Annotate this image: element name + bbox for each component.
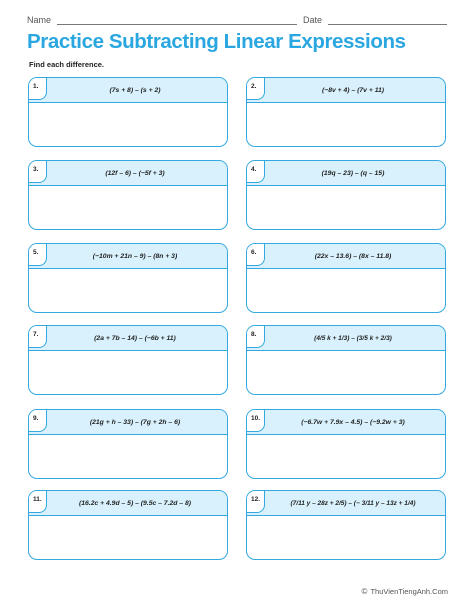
problem-number: 6. [251,249,257,256]
problem-expression: (2a + 7b – 14) – (−6b + 11) [94,334,176,342]
problem-expression: (22x – 13.6) – (8x – 11.8) [314,252,392,260]
date-field[interactable] [328,15,447,25]
problem-expression: (7/11 y – 28z + 2/5) – (− 3/11 y – 13z + 1/4) [290,499,416,507]
problem-number: 5. [33,249,39,256]
problem-number: 10. [251,415,261,422]
problem-number: 1. [33,83,39,90]
problem-card-11[interactable] [28,490,228,560]
problem-expression: (21g + h – 33) – (7g + 2h – 6) [89,418,181,426]
problem-expression: (19q – 23) – (q – 15) [321,169,385,177]
name-label: Name [27,15,52,25]
problem-card-10[interactable] [246,409,446,479]
problem-card-3[interactable] [28,160,228,230]
problem-number: 7. [33,331,39,338]
footer [362,587,448,596]
problem-card-5[interactable] [28,243,228,313]
instructions: Find each difference. [29,60,105,69]
problem-number: 3. [33,166,39,173]
problem-expression: (−10m + 21n – 9) – (8n + 3) [92,252,178,260]
problem-number: 4. [251,166,257,173]
problem-card-6[interactable] [246,243,446,313]
problem-number: 12. [251,496,261,503]
copyright-icon: © [361,587,368,596]
problem-card-1[interactable] [28,77,228,147]
problem-card-2[interactable] [246,77,446,147]
problem-card-8[interactable] [246,325,446,395]
problem-card-4[interactable] [246,160,446,230]
problem-card-12[interactable] [246,490,446,560]
problem-number: 9. [33,415,39,422]
problem-card-7[interactable] [28,325,228,395]
problem-number: 11. [33,496,42,503]
problem-expression: (−6.7w + 7.9x – 4.5) – (−9.2w + 3) [301,418,405,426]
problem-expression: (4/5 k + 1/3) – (3/5 k + 2/3) [314,334,392,342]
name-date-header [27,13,447,25]
problem-number: 8. [251,331,257,338]
problem-expression: (16.2c + 4.9d – 5) – (9.5c – 7.2d – 8) [78,499,192,507]
problem-expression: (12f – 6) – (−5f + 3) [105,169,165,177]
footer-site: ThuVienTiengAnh.Com [370,587,448,596]
name-field[interactable] [57,15,297,25]
problem-expression: (−8v + 4) – (7v + 11) [321,86,385,94]
problem-card-9[interactable] [28,409,228,479]
page-title: Practice Subtracting Linear Expressions [27,30,406,53]
problem-expression: (7s + 8) – (s + 2) [109,86,161,94]
problem-number: 2. [251,83,257,90]
date-label: Date [302,15,322,25]
